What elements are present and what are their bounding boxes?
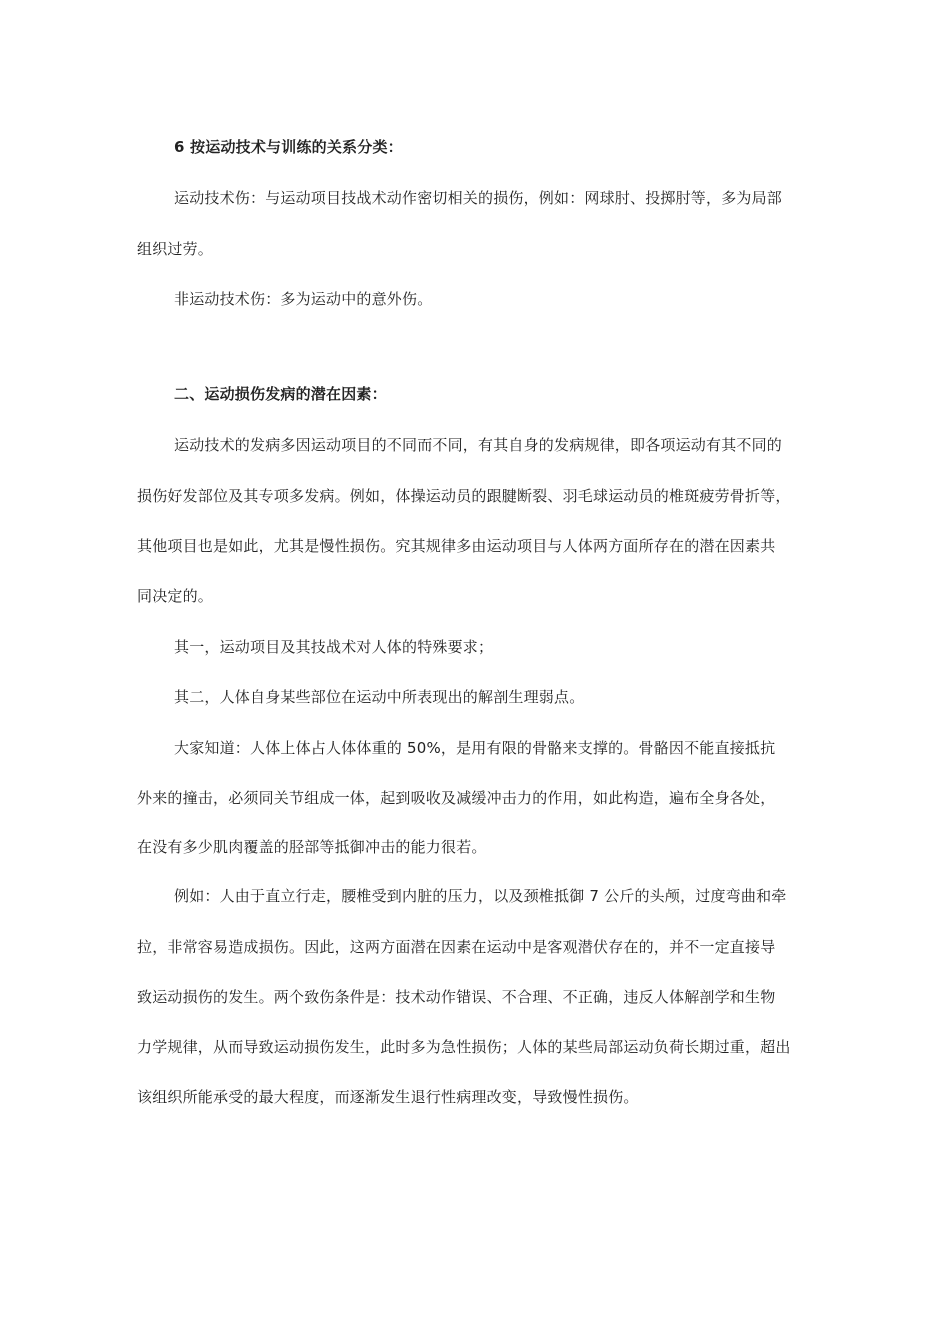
paragraph-line: 外来的撞击，必须同关节组成一体，起到吸收及减缓冲击力的作用，如此构造，遍布全身各处，	[137, 789, 776, 807]
paragraph-line: 例如：人由于直立行走，腰椎受到内脏的压力，以及颈椎抵御 7 公斤的头颅，过度弯曲和牵	[174, 887, 787, 905]
paragraph-line: 其他项目也是如此，尤其是慢性损伤。究其规律多由运动项目与人体两方面所存在的潜在因素共	[137, 537, 776, 555]
paragraph-line: 运动技术的发病多因运动项目的不同而不同，有其自身的发病规律，即各项运动有其不同的	[174, 436, 783, 454]
paragraph-line: 损伤好发部位及其专项多发病。例如，体操运动员的跟腱断裂、羽毛球运动员的椎斑疲劳骨折等，	[137, 487, 791, 505]
section-heading-latent-factors: 二、运动损伤发病的潜在因素：	[174, 385, 387, 403]
paragraph-line: 其二，人体自身某些部位在运动中所表现出的解剖生理弱点。	[174, 688, 585, 706]
paragraph-line: 大家知道：人体上体占人体体重的 50%，是用有限的骨骼来支撑的。骨骼因不能直接抵抗	[174, 739, 776, 757]
section-heading-classification: 6 按运动技术与训练的关系分类：	[174, 138, 403, 156]
paragraph-line: 非运动技术伤：多为运动中的意外伤。	[174, 290, 433, 308]
paragraph-line: 运动技术伤：与运动项目技战术动作密切相关的损伤，例如：网球肘、投掷肘等，多为局部	[174, 189, 783, 207]
paragraph-line: 力学规律，从而导致运动损伤发生，此时多为急性损伤；人体的某些局部运动负荷长期过重，超出	[137, 1038, 791, 1056]
paragraph-line: 其一，运动项目及其技战术对人体的特殊要求；	[174, 638, 494, 656]
paragraph-line: 在没有多少肌肉覆盖的胫部等抵御冲击的能力很若。	[137, 838, 487, 856]
paragraph-line: 拉，非常容易造成损伤。因此，这两方面潜在因素在运动中是客观潜伏存在的，并不一定直接导	[137, 938, 776, 956]
paragraph-line: 致运动损伤的发生。两个致伤条件是：技术动作错误、不合理、不正确，违反人体解剖学和生物	[137, 988, 776, 1006]
paragraph-line: 该组织所能承受的最大程度，而逐渐发生退行性病理改变，导致慢性损伤。	[137, 1088, 639, 1106]
paragraph-line: 同决定的。	[137, 587, 214, 605]
paragraph-line: 组织过劳。	[137, 240, 214, 258]
